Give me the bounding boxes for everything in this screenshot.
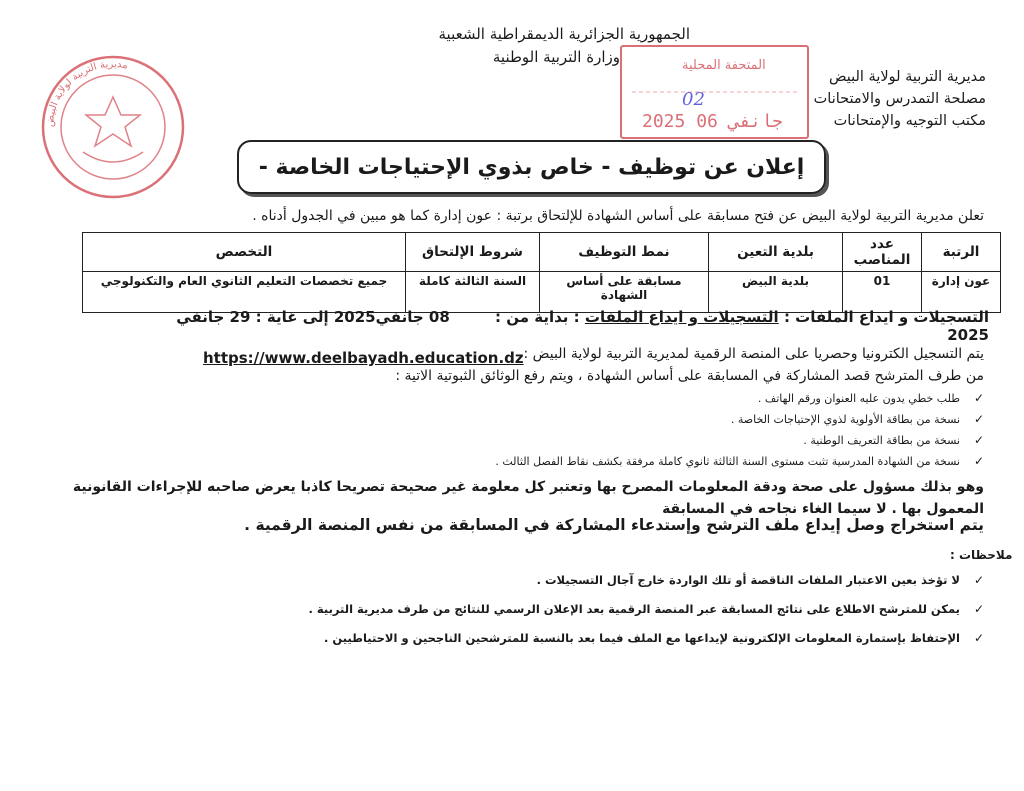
cell-grade: عون إدارة: [922, 272, 1001, 313]
cell-posts: 01: [843, 272, 922, 313]
reception-stamp: [620, 45, 809, 139]
registration-start: : بداية من :: [495, 308, 580, 326]
service-name: مصلحة التمدرس والامتحانات: [813, 91, 986, 107]
svg-text:مديرية التربية لولاية البيض: [45, 59, 129, 127]
list-item: [284, 624, 984, 653]
check-icon: ✓: [973, 602, 984, 616]
check-icon: ✓: [973, 573, 984, 587]
platform-link[interactable]: https://www.deelbayadh.education.dz: [203, 349, 524, 367]
document-text: نسخة من الشهادة المدرسية تثبت مستوى السنة الثالثة ثانوي كاملة مرفقة بكشف نقاط الفصل الثالث .: [495, 455, 960, 468]
registration-label-underlined: التسجيلات و ايداع الملفات: [584, 308, 779, 326]
list-item: [264, 451, 984, 472]
list-item: [284, 566, 984, 595]
col-recruitment-mode: نمط التوظيف: [540, 233, 709, 272]
check-icon: ✓: [973, 391, 984, 405]
seal-ring-text: مديرية التربية لولاية البيض: [44, 58, 129, 128]
col-conditions: شروط الإلتحاق: [406, 233, 540, 272]
organization-block: [786, 66, 986, 132]
note-text: يمكن للمترشح الاطلاع على نتائج المسابقة عبر المنصة الرقمية بعد الإعلان الرسمي للنتائج من طرف مديرية التربية .: [308, 602, 960, 616]
stamp-number: 02: [682, 89, 705, 110]
intro-paragraph: تعلن مديرية التربية لولاية البيض عن فتح مسابقة على أساس الشهادة للإلتحاق برتبة : عون إدارة كما هو مبين في الجدول أدناه .: [252, 208, 984, 224]
cell-conditions: السنة الثالثة كاملة: [406, 272, 540, 313]
check-icon: ✓: [973, 454, 984, 468]
ministry-heading: وزارة التربية الوطنية: [492, 48, 620, 66]
official-seal-icon: [38, 52, 188, 202]
document-text: طلب خطي يدون عليه العنوان ورقم الهاتف .: [757, 392, 960, 405]
col-municipality: بلدية التعين: [709, 233, 843, 272]
list-item: [264, 430, 984, 451]
directorate-name: مديرية التربية لولاية البيض: [828, 69, 986, 85]
announcement-title: [237, 140, 826, 194]
table-header-row: [83, 233, 1001, 272]
notes-heading: ملاحظات :: [950, 548, 1013, 562]
liability-warning: وهو بذلك مسؤول على صحة ودقة المعلومات المصرح بها وتعتبر كل معلومة غير صحيحة تصريحا كاذبا يعرض صاحبه للإجراءات القانونية المعمول بها . لا سيما الغاء نجاحه في المسابقة: [72, 479, 984, 517]
table-row: [83, 272, 1001, 313]
documents-intro: من طرف المترشح قصد المشاركة في المسابقة على أساس الشهادة ، ويتم رفع الوثائق الثبوتية الاتية :: [395, 368, 984, 384]
registration-label: التسجيلات و ايداع الملفات :: [783, 308, 989, 326]
extraction-note: يتم استخراج وصل إيداع ملف الترشح وإستدعاء المشاركة في المسابقة من نفس المنصة الرقمية .: [244, 516, 984, 534]
note-text: لا تؤخذ بعين الاعتبار الملفات الناقصة أو تلك الواردة خارج آجال التسجيلات .: [536, 573, 960, 587]
registration-line: [169, 308, 989, 344]
check-icon: ✓: [973, 412, 984, 426]
col-grade: الرتبة: [922, 233, 1001, 272]
col-specialty: التخصص: [83, 233, 406, 272]
document-text: نسخة من بطاقة الأولوية لذوي الإحتياجات الخاصة .: [730, 413, 960, 426]
notes-list: [284, 566, 984, 653]
republic-heading: الجمهورية الجزائرية الديمقراطية الشعبية: [438, 25, 690, 43]
documents-list: [264, 388, 984, 472]
title-text: إعلان عن توظيف - خاص بذوي الإحتياجات الخاصة -: [258, 154, 805, 180]
cell-recruitment-mode: مسابقة على أساس الشهادة: [540, 272, 709, 313]
stamp-header: المتحفة المحلية: [682, 58, 766, 73]
stamp-graphic: [622, 47, 807, 137]
list-item: [264, 409, 984, 430]
note-text: الإحتفاظ بإستمارة المعلومات الإلكترونية لإيداعها مع الملف فيما بعد بالنسبة للمترشحين الناجحين و الاحتياطيين .: [324, 631, 960, 645]
list-item: [264, 388, 984, 409]
office-name: مكتب التوجيه والإمتحانات: [833, 113, 986, 129]
cell-municipality: بلدية البيض: [709, 272, 843, 313]
registration-dates: 08 جانفي2025 إلى غاية : 29 جانفي 2025: [176, 308, 989, 344]
check-icon: ✓: [973, 631, 984, 645]
document-text: نسخة من بطاقة التعريف الوطنية .: [803, 434, 960, 447]
positions-table: [82, 232, 1001, 313]
list-item: [284, 595, 984, 624]
cell-specialty: جميع تخصصات التعليم الثانوي العام والتكنولوجي: [83, 272, 406, 313]
stamp-date: 2025 جانفي 06: [642, 111, 783, 132]
platform-text: يتم التسجيل الكترونيا وحصريا على المنصة الرقمية لمديرية التربية لولاية البيض :: [523, 346, 984, 362]
col-posts: عدد المناصب: [843, 233, 922, 272]
check-icon: ✓: [973, 433, 984, 447]
